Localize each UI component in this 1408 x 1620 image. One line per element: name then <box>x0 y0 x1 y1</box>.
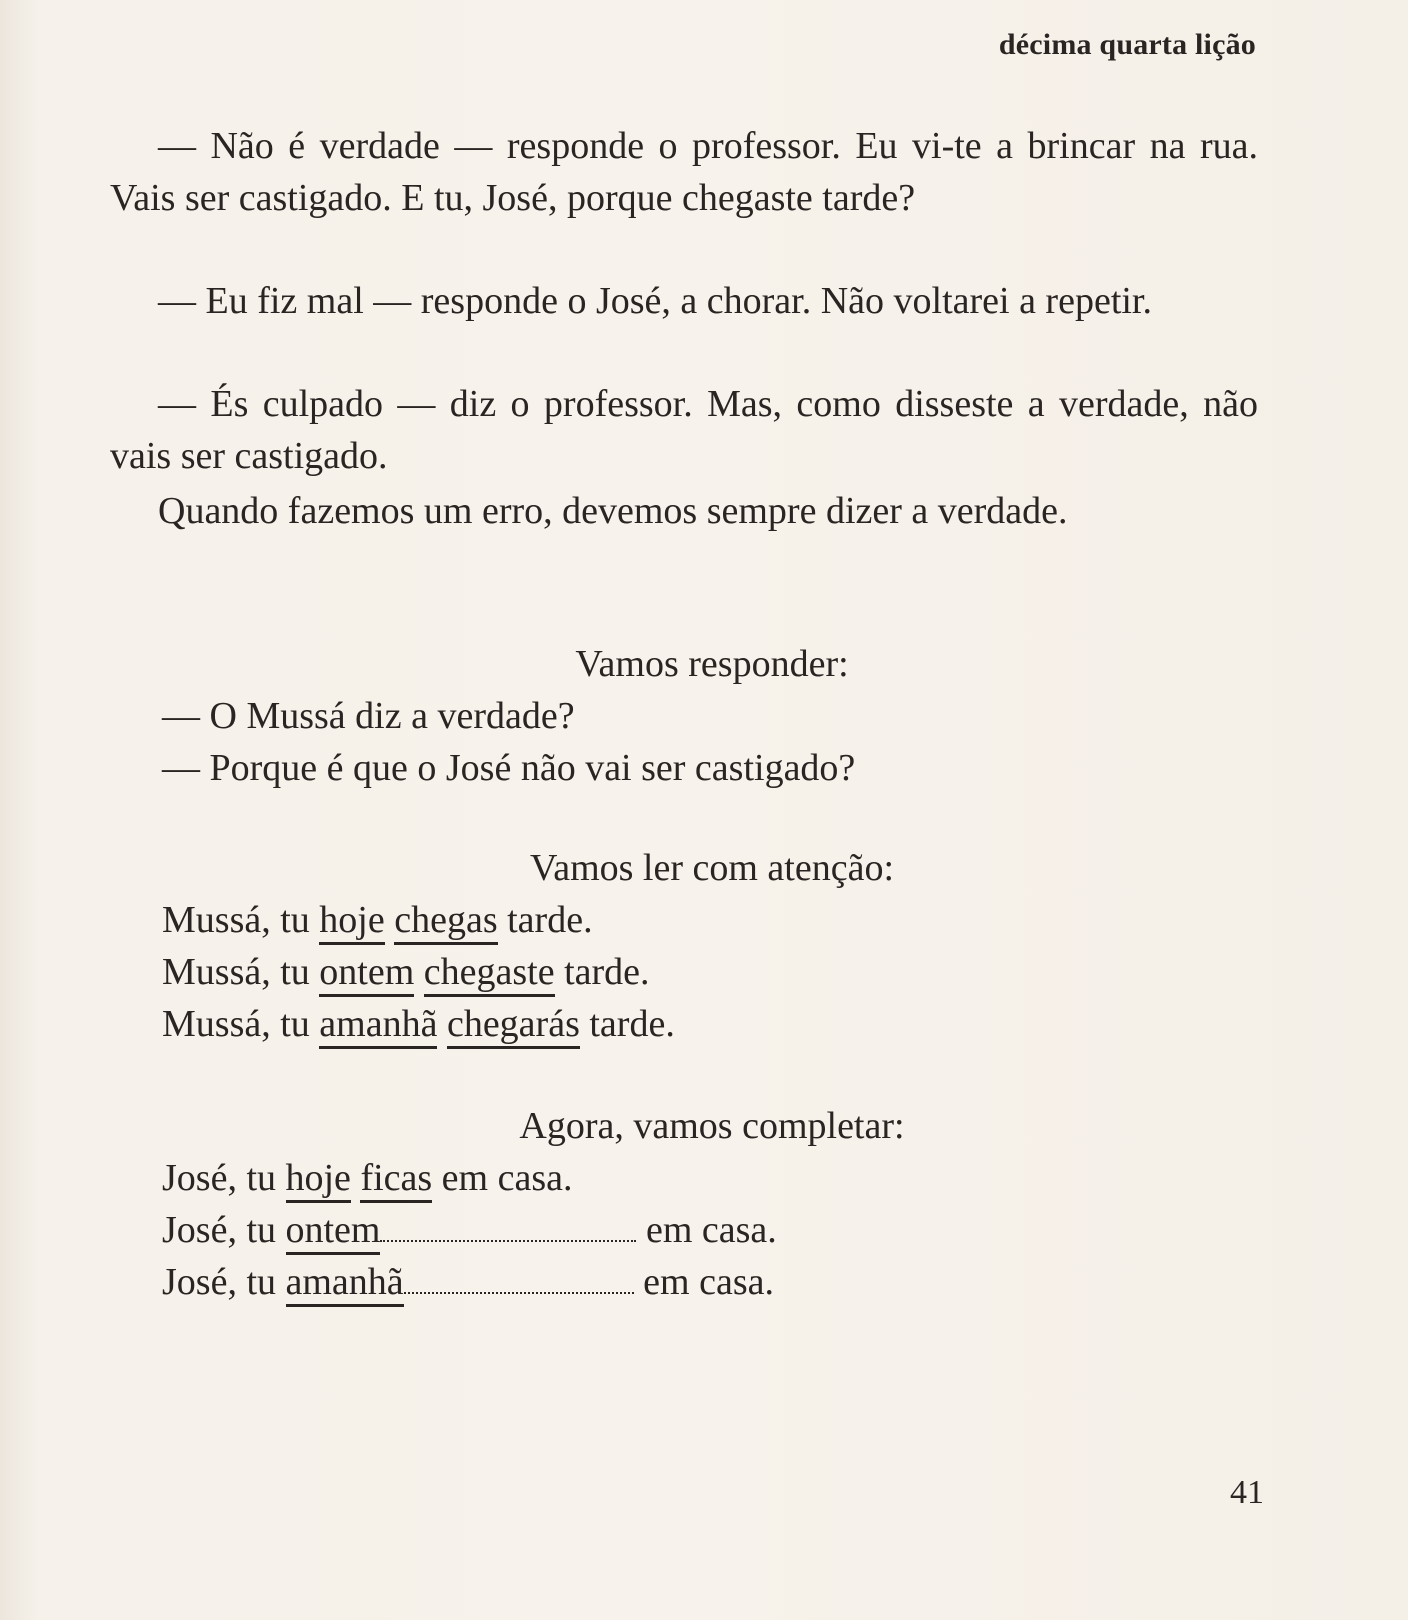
fill-in-blank[interactable] <box>380 1210 636 1242</box>
read-line-verb: chegarás <box>447 1004 580 1049</box>
read-line-prefix: Mussá, tu <box>162 899 310 941</box>
complete-line-prefix: José, tu <box>162 1261 276 1303</box>
complete-line-suffix: em casa. <box>645 1209 777 1251</box>
read-line-suffix: tarde. <box>507 899 593 941</box>
read-line-suffix: tarde. <box>589 1003 675 1045</box>
question-2: — Porque é que o José não vai ser castigado? <box>162 747 856 789</box>
read-line-3 <box>162 998 675 1050</box>
read-line-prefix: Mussá, tu <box>162 1003 310 1045</box>
question-1: — O Mussá diz a verdade? <box>162 695 575 737</box>
complete-line-prefix: José, tu <box>162 1209 276 1251</box>
paragraph-dialogue-2: — Eu fiz mal — responde o José, a chorar. Não voltarei a repetir. <box>158 280 1152 322</box>
complete-line-suffix: em casa. <box>643 1261 774 1303</box>
complete-line-time: amanhã <box>286 1262 404 1307</box>
read-line-verb: chegas <box>394 900 497 945</box>
read-line-verb: chegaste <box>424 952 555 997</box>
read-line-time: amanhã <box>319 1004 437 1049</box>
complete-line-1 <box>162 1152 572 1204</box>
complete-line-suffix: em casa. <box>441 1157 573 1199</box>
paragraph-dialogue-3: — És culpado — diz o professor. Mas, como disseste a verdade, não vais ser castigado. <box>110 383 1258 477</box>
complete-line-verb: ficas <box>360 1158 432 1203</box>
read-line-prefix: Mussá, tu <box>162 951 310 993</box>
heading-vamos-responder: Vamos responder: <box>575 643 849 685</box>
read-line-time: hoje <box>319 900 384 945</box>
heading-vamos-ler: Vamos ler com atenção: <box>529 847 895 889</box>
complete-line-time: ontem <box>286 1210 381 1255</box>
read-line-suffix: tarde. <box>564 951 650 993</box>
paragraph-moral: Quando fazemos um erro, devemos sempre dizer a verdade. <box>158 490 1068 532</box>
complete-line-2 <box>162 1204 777 1256</box>
page-number: 41 <box>1230 1474 1264 1511</box>
heading-vamos-completar: Agora, vamos completar: <box>519 1105 905 1147</box>
read-line-2 <box>162 946 650 998</box>
lesson-header: décima quarta lição <box>998 28 1256 61</box>
read-line-time: ontem <box>319 952 414 997</box>
complete-line-3 <box>162 1256 774 1308</box>
fill-in-blank[interactable] <box>404 1262 634 1294</box>
read-line-1 <box>162 894 593 946</box>
complete-line-time: hoje <box>286 1158 351 1203</box>
paragraph-dialogue-1: — Não é verdade — responde o professor. Eu vi-te a brincar na rua. Vais ser castigado. E tu, José, porque chegaste tarde? <box>110 125 1258 219</box>
complete-line-prefix: José, tu <box>162 1157 276 1199</box>
